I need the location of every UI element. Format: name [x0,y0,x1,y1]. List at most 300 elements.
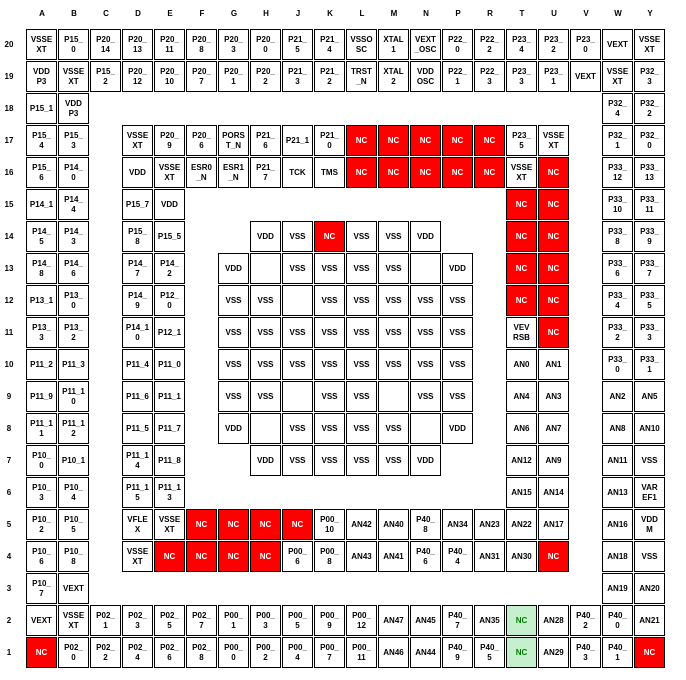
pin-a9: P11_9 [26,381,57,412]
pin-b3: VEXT [58,573,89,604]
pin-p9: VSS [442,381,473,412]
pin-t4: AN30 [506,541,537,572]
pin-n14: VDD [410,221,441,252]
pin-l9: VSS [346,381,377,412]
column-label-g: G [230,8,238,18]
pin-y16: P33_ 13 [634,157,665,188]
pin-p2: P40_ 7 [442,605,473,636]
pin-g20: P20_ 3 [218,29,249,60]
pin-n5: P40_ 8 [410,509,441,540]
pin-j17: P21_1 [282,125,313,156]
pin-h7: VDD [250,445,281,476]
pin-d11: P14_1 0 [122,317,153,348]
pin-k1: P00_ 7 [314,637,345,668]
pin-p16: NC [442,157,473,188]
pin-k12: VSS [314,285,345,316]
pin-f5: NC [186,509,217,540]
pin-e20: P20_ 11 [154,29,185,60]
pin-l11: VSS [346,317,377,348]
pin-g19: P20_ 1 [218,61,249,92]
pin-t19: P23_ 3 [506,61,537,92]
pin-l1: P00_ 11 [346,637,377,668]
pin-h17: P21_ 6 [250,125,281,156]
pin-k17: P21_ 0 [314,125,345,156]
row-label-19: 19 [4,71,14,81]
pin-b20: P15_ 0 [58,29,89,60]
pin-l7: VSS [346,445,377,476]
pin-r16: NC [474,157,505,188]
pin-a16: P15_ 6 [26,157,57,188]
pin-e5: VSSE XT [154,509,185,540]
pin-b8: P11_1 2 [58,413,89,444]
pin-l20: VSSO SC [346,29,377,60]
pin-j13: VSS [282,253,313,284]
pin-n10: VSS [410,349,441,380]
pin-b4: P10_ 8 [58,541,89,572]
pin-l5: AN42 [346,509,377,540]
pin-v1: P40_ 3 [570,637,601,668]
pin-y11: P33_ 3 [634,317,665,348]
pin-g16: ESR1 _N [218,157,249,188]
pin-a12: P13_1 [26,285,57,316]
pin-b14: P14_ 3 [58,221,89,252]
pin-b10: P11_3 [58,349,89,380]
pin-m16: NC [378,157,409,188]
pin-e11: P12_1 [154,317,185,348]
row-label-17: 17 [4,135,14,145]
pin-h14: VDD [250,221,281,252]
row-label-3: 3 [6,583,12,593]
pin-l10: VSS [346,349,377,380]
pin-e12: P12_ 0 [154,285,185,316]
pin-g9: VSS [218,381,249,412]
pin-h19: P20_ 2 [250,61,281,92]
pin-m19: XTAL 2 [378,61,409,92]
pin-p17: NC [442,125,473,156]
pin-t2: NC [506,605,537,636]
pin-e10: P11_0 [154,349,185,380]
pin-u4: NC [538,541,569,572]
pin-j4: P00_ 6 [282,541,313,572]
pin-c2: P02_ 1 [90,605,121,636]
pin-j16: TCK [282,157,313,188]
pin-d14: P15_ 8 [122,221,153,252]
pin-n20: VEXT _OSC [410,29,441,60]
pin-u20: P23_ 2 [538,29,569,60]
pin-p11: VSS [442,317,473,348]
row-label-6: 6 [6,487,12,497]
pin-a6: P10_ 3 [26,477,57,508]
pin-y19: P32_ 3 [634,61,665,92]
row-label-15: 15 [4,199,14,209]
pin-e7: P11_8 [154,445,185,476]
pin-j8: VSS [282,413,313,444]
pin-g4: NC [218,541,249,572]
pin-m9 [378,381,409,412]
pin-w5: AN16 [602,509,633,540]
row-label-12: 12 [4,295,14,305]
pin-w20: VEXT [602,29,633,60]
pin-y2: AN21 [634,605,665,636]
pin-d13: P14_ 7 [122,253,153,284]
pin-t15: NC [506,189,537,220]
pin-w15: P33_ 10 [602,189,633,220]
pin-m7: VSS [378,445,409,476]
pin-d8: P11_5 [122,413,153,444]
pin-k14: NC [314,221,345,252]
pin-f19: P20_ 7 [186,61,217,92]
pin-h11: VSS [250,317,281,348]
pin-t6: AN15 [506,477,537,508]
pin-y17: P32_ 0 [634,125,665,156]
pin-m8: VSS [378,413,409,444]
pin-e14: P15_5 [154,221,185,252]
column-label-e: E [167,8,173,18]
pin-l14: VSS [346,221,377,252]
pin-b7: P10_1 [58,445,89,476]
pin-j12 [282,285,313,316]
pin-a4: P10_ 6 [26,541,57,572]
pin-n13 [410,253,441,284]
pin-l2: P00_ 12 [346,605,377,636]
pin-y7: VSS [634,445,665,476]
pin-u1: AN29 [538,637,569,668]
pin-m11: VSS [378,317,409,348]
pin-a15: P14_1 [26,189,57,220]
pin-y1: NC [634,637,665,668]
pin-w13: P33_ 6 [602,253,633,284]
pin-k19: P21_ 2 [314,61,345,92]
pin-w3: AN19 [602,573,633,604]
pin-p10: VSS [442,349,473,380]
pin-f2: P02_ 7 [186,605,217,636]
row-label-5: 5 [6,519,12,529]
pin-p4: P40_ 4 [442,541,473,572]
pin-a2: VEXT [26,605,57,636]
column-label-j: J [295,8,301,18]
pin-u15: NC [538,189,569,220]
pin-g5: NC [218,509,249,540]
pin-m10: VSS [378,349,409,380]
pin-a19: VDD P3 [26,61,57,92]
pin-w19: VSSE XT [602,61,633,92]
pin-n8 [410,413,441,444]
pin-f20: P20_ 8 [186,29,217,60]
pin-d10: P11_4 [122,349,153,380]
pin-e17: P20_ 9 [154,125,185,156]
pin-y5: VDD M [634,509,665,540]
pin-t16: VSSE XT [506,157,537,188]
pin-e2: P02_ 5 [154,605,185,636]
pin-j10: VSS [282,349,313,380]
pin-d1: P02_ 4 [122,637,153,668]
pin-j1: P00_ 4 [282,637,313,668]
pin-g11: VSS [218,317,249,348]
column-label-u: U [551,8,557,18]
pin-e9: P11_1 [154,381,185,412]
column-label-f: F [199,8,205,18]
pin-r20: P22_ 2 [474,29,505,60]
pin-p1: P40_ 9 [442,637,473,668]
pin-u2: AN28 [538,605,569,636]
row-label-14: 14 [4,231,14,241]
pin-p20: P22_ 0 [442,29,473,60]
column-label-y: Y [647,8,653,18]
pin-a5: P10_ 2 [26,509,57,540]
pin-n11: VSS [410,317,441,348]
pin-m4: AN41 [378,541,409,572]
pin-j14: VSS [282,221,313,252]
pin-m13: VSS [378,253,409,284]
pin-t12: NC [506,285,537,316]
pin-w4: AN18 [602,541,633,572]
pin-v20: P23_ 0 [570,29,601,60]
pin-u9: AN3 [538,381,569,412]
pin-h2: P00_ 3 [250,605,281,636]
pin-p8: VDD [442,413,473,444]
pin-t10: AN0 [506,349,537,380]
pin-y8: AN10 [634,413,665,444]
pin-h16: P21_ 7 [250,157,281,188]
pin-b19: VSSE XT [58,61,89,92]
pin-u13: NC [538,253,569,284]
row-label-4: 4 [6,551,12,561]
pin-u14: NC [538,221,569,252]
row-label-9: 9 [6,391,12,401]
pin-a7: P10_ 0 [26,445,57,476]
pin-h4: NC [250,541,281,572]
pin-d9: P11_6 [122,381,153,412]
pin-c19: P15_ 2 [90,61,121,92]
pin-w18: P32_ 4 [602,93,633,124]
pin-g8: VDD [218,413,249,444]
pin-m20: XTAL 1 [378,29,409,60]
pin-a18: P15_1 [26,93,57,124]
pin-n1: AN44 [410,637,441,668]
row-label-1: 1 [6,647,12,657]
pin-k8: VSS [314,413,345,444]
pin-a11: P13_ 3 [26,317,57,348]
column-label-n: N [423,8,429,18]
pin-u12: NC [538,285,569,316]
pin-k11: VSS [314,317,345,348]
pin-t17: P23_ 5 [506,125,537,156]
pin-e13: P14_ 2 [154,253,185,284]
pin-l13: VSS [346,253,377,284]
pin-f17: P20_ 6 [186,125,217,156]
pin-n17: NC [410,125,441,156]
pin-d7: P11_1 4 [122,445,153,476]
pin-h5: NC [250,509,281,540]
pin-w9: AN2 [602,381,633,412]
pin-b2: VSSE XT [58,605,89,636]
pin-t14: NC [506,221,537,252]
pin-g17: PORS T_N [218,125,249,156]
pin-d12: P14_ 9 [122,285,153,316]
pin-h1: P00_ 2 [250,637,281,668]
pin-b9: P11_1 0 [58,381,89,412]
pin-m5: AN40 [378,509,409,540]
pin-w12: P33_ 4 [602,285,633,316]
pin-y15: P33_ 11 [634,189,665,220]
pin-k13: VSS [314,253,345,284]
pin-g12: VSS [218,285,249,316]
pin-b12: P13_ 0 [58,285,89,316]
pin-d6: P11_1 5 [122,477,153,508]
pin-k16: TMS [314,157,345,188]
pin-g10: VSS [218,349,249,380]
pin-d4: VSSE XT [122,541,153,572]
pin-u8: AN7 [538,413,569,444]
pin-d17: VSSE XT [122,125,153,156]
pin-k20: P21_ 4 [314,29,345,60]
row-label-8: 8 [6,423,12,433]
pin-a20: VSSE XT [26,29,57,60]
column-label-t: T [519,8,525,18]
pin-w16: P33_ 12 [602,157,633,188]
pin-l8: VSS [346,413,377,444]
pin-r17: NC [474,125,505,156]
pin-w1: P40_ 1 [602,637,633,668]
pin-w8: AN8 [602,413,633,444]
pin-g1: P00_ 0 [218,637,249,668]
pin-m14: VSS [378,221,409,252]
pin-u10: AN1 [538,349,569,380]
pin-y14: P33_ 9 [634,221,665,252]
column-label-k: K [327,8,333,18]
column-label-h: H [263,8,269,18]
pin-n2: AN45 [410,605,441,636]
pin-t5: AN22 [506,509,537,540]
pin-h9: VSS [250,381,281,412]
pin-t9: AN4 [506,381,537,412]
pin-w7: AN11 [602,445,633,476]
pin-d19: P20_ 12 [122,61,153,92]
pin-h13 [250,253,281,284]
pin-u19: P23_ 1 [538,61,569,92]
column-label-r: R [487,8,493,18]
pin-a13: P14_ 8 [26,253,57,284]
pin-e1: P02_ 6 [154,637,185,668]
pin-a10: P11_2 [26,349,57,380]
pin-k2: P00_ 9 [314,605,345,636]
pin-w17: P32_ 1 [602,125,633,156]
row-label-2: 2 [6,615,12,625]
pin-f4: NC [186,541,217,572]
pin-y20: VSSE XT [634,29,665,60]
pin-d5: VFLE X [122,509,153,540]
pin-b5: P10_ 5 [58,509,89,540]
pin-u16: NC [538,157,569,188]
pin-y10: P33_ 1 [634,349,665,380]
pin-e19: P20_ 10 [154,61,185,92]
pin-j9 [282,381,313,412]
pin-p13: VDD [442,253,473,284]
pin-w10: P33_ 0 [602,349,633,380]
row-label-7: 7 [6,455,12,465]
pin-y9: AN5 [634,381,665,412]
pin-y18: P32_ 2 [634,93,665,124]
pin-b11: P13_ 2 [58,317,89,348]
pin-g2: P00_ 1 [218,605,249,636]
pin-y3: AN20 [634,573,665,604]
pin-b16: P14_ 0 [58,157,89,188]
pin-f1: P02_ 8 [186,637,217,668]
pin-v2: P40_ 2 [570,605,601,636]
pin-y6: VAR EF1 [634,477,665,508]
pin-e4: NC [154,541,185,572]
pin-g13: VDD [218,253,249,284]
pin-k10: VSS [314,349,345,380]
pin-d2: P02_ 3 [122,605,153,636]
pin-h12: VSS [250,285,281,316]
pin-r1: P40_ 5 [474,637,505,668]
pin-b15: P14_ 4 [58,189,89,220]
pin-w11: P33_ 2 [602,317,633,348]
column-label-c: C [103,8,109,18]
pin-w14: P33_ 8 [602,221,633,252]
pin-l19: TRST _N [346,61,377,92]
pin-b18: VDD P3 [58,93,89,124]
column-label-p: P [455,8,461,18]
pin-d15: P15_7 [122,189,153,220]
pin-t13: NC [506,253,537,284]
pin-h20: P20_ 0 [250,29,281,60]
pin-l12: VSS [346,285,377,316]
pin-j19: P21_ 3 [282,61,313,92]
pin-a1: NC [26,637,57,668]
column-label-l: L [359,8,365,18]
pin-d20: P20_ 13 [122,29,153,60]
pin-m17: NC [378,125,409,156]
pin-c1: P02_ 2 [90,637,121,668]
pin-k5: P00_ 10 [314,509,345,540]
pin-y13: P33_ 7 [634,253,665,284]
pin-b13: P14_ 6 [58,253,89,284]
pin-h8 [250,413,281,444]
pin-k9: VSS [314,381,345,412]
pin-j2: P00_ 5 [282,605,313,636]
column-label-m: M [390,8,398,18]
column-label-d: D [135,8,141,18]
pin-u11: NC [538,317,569,348]
pin-c20: P20_ 14 [90,29,121,60]
pin-l17: NC [346,125,377,156]
pin-w6: AN13 [602,477,633,508]
pin-p5: AN34 [442,509,473,540]
pin-m2: AN47 [378,605,409,636]
pin-h10: VSS [250,349,281,380]
pin-d16: VDD [122,157,153,188]
column-label-v: V [583,8,589,18]
pin-j5: NC [282,509,313,540]
row-label-13: 13 [4,263,14,273]
row-label-18: 18 [4,103,14,113]
pin-r4: AN31 [474,541,505,572]
pin-t20: P23_ 4 [506,29,537,60]
pin-b17: P15_ 3 [58,125,89,156]
column-label-b: B [71,8,77,18]
pin-k7: VSS [314,445,345,476]
pin-e15: VDD [154,189,185,220]
column-label-a: A [39,8,45,18]
pin-t8: AN6 [506,413,537,444]
row-label-20: 20 [4,39,14,49]
pin-u17: VSSE XT [538,125,569,156]
pin-n12: VSS [410,285,441,316]
pin-e16: VSSE XT [154,157,185,188]
pin-k4: P00_ 8 [314,541,345,572]
